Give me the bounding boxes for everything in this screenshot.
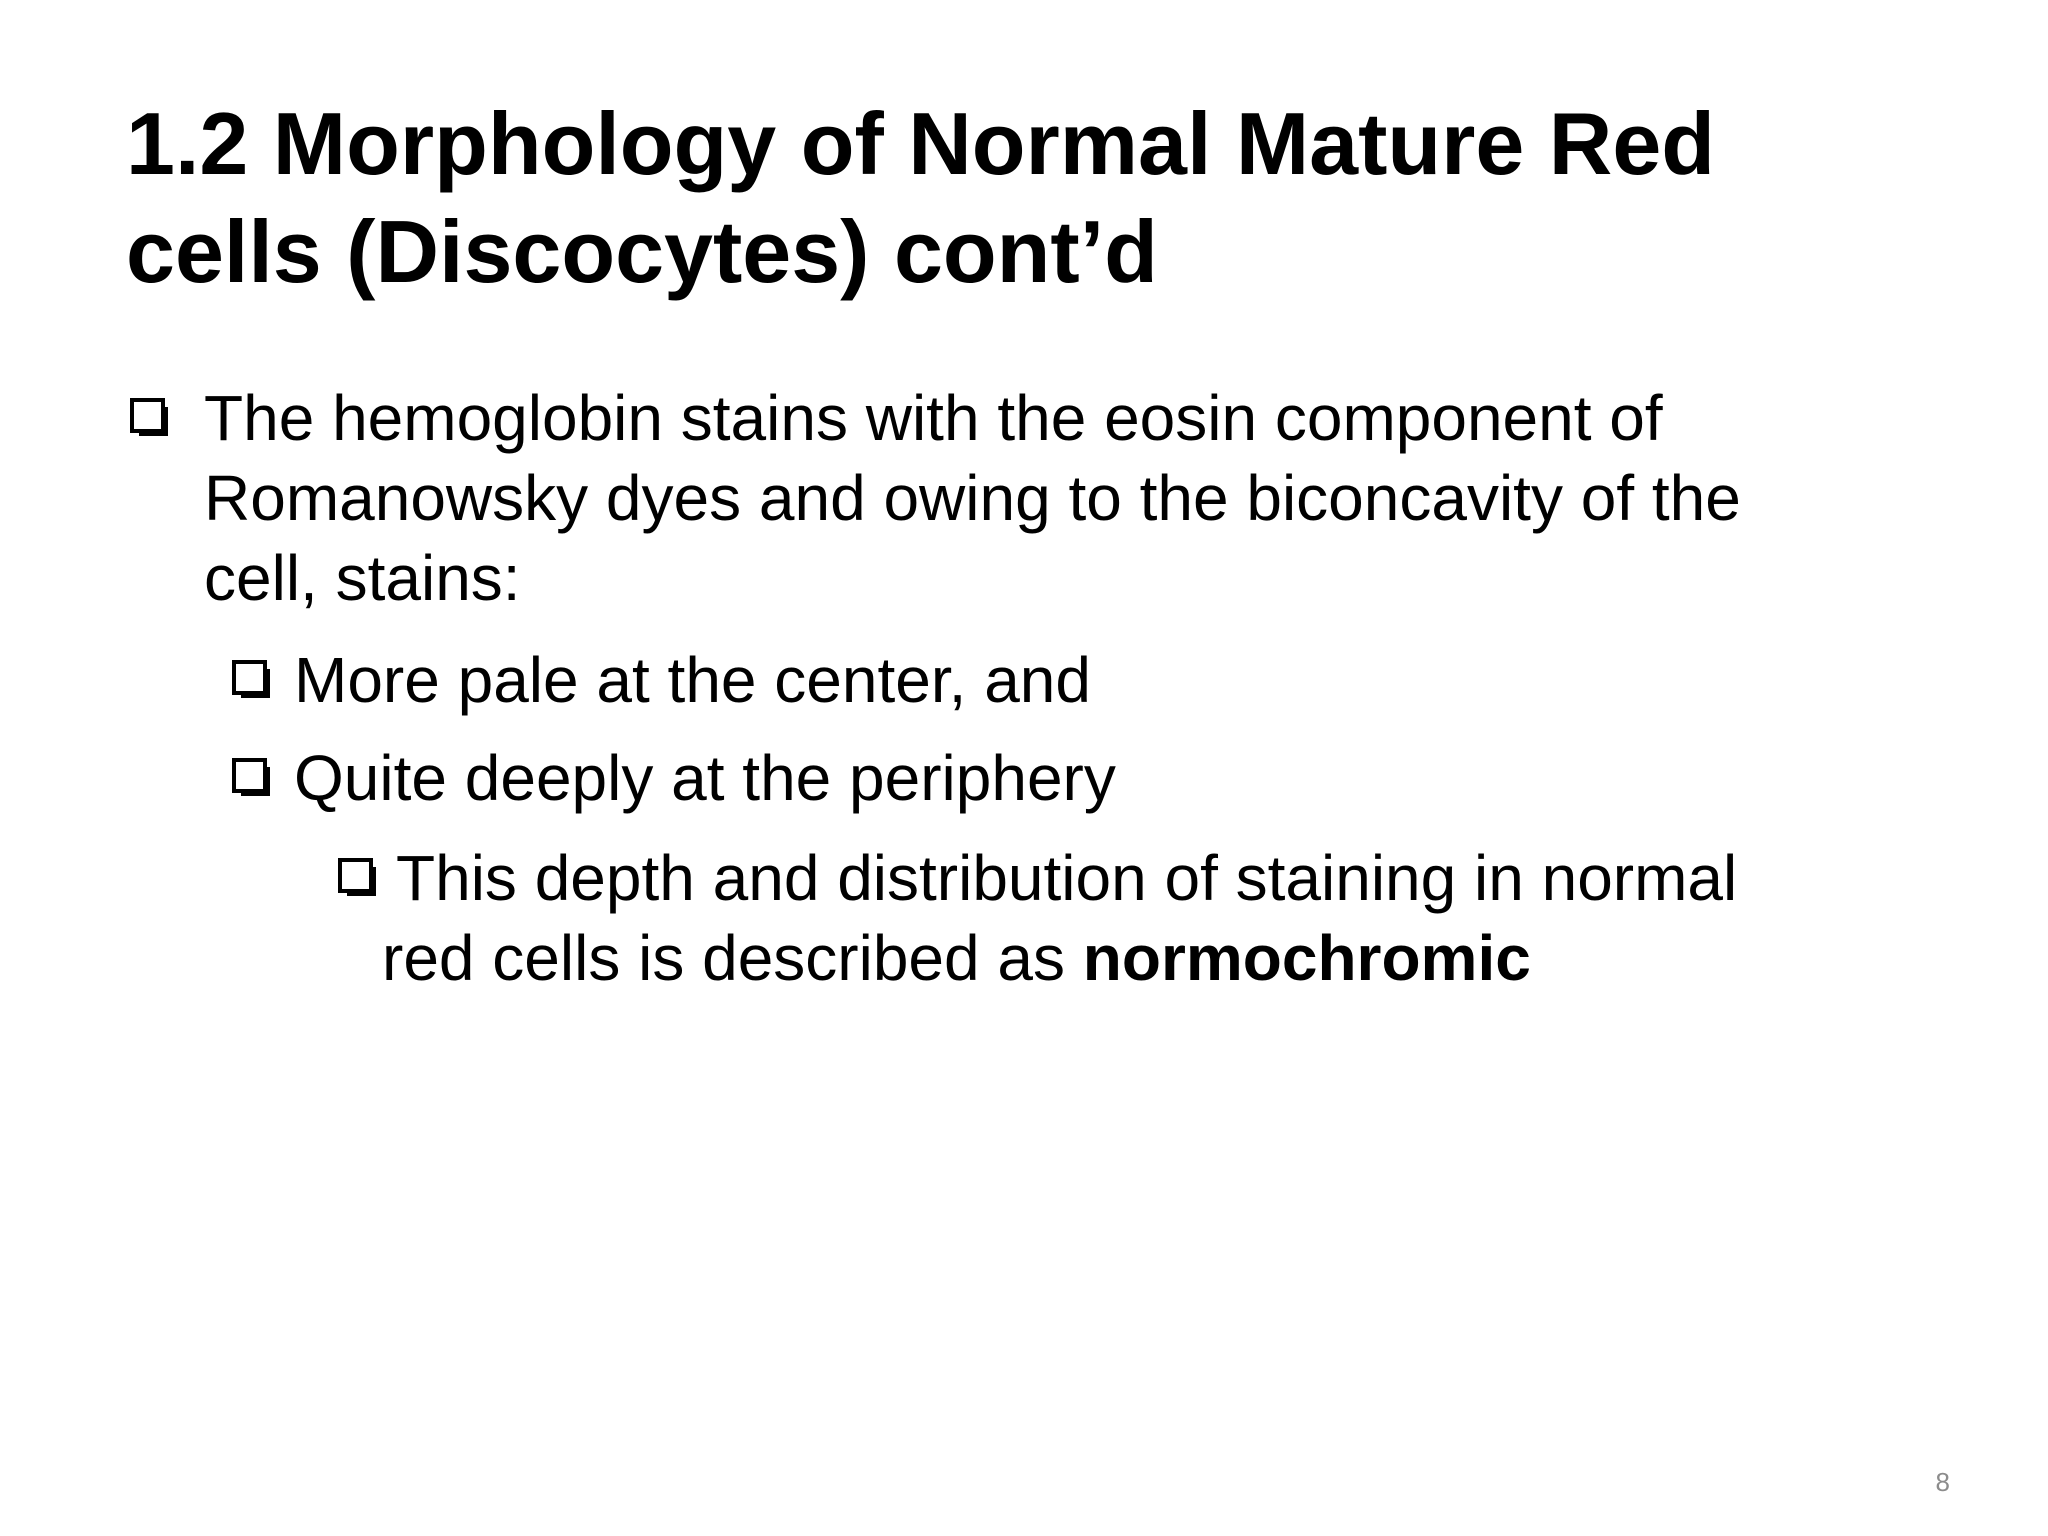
bullet-1-line-2: Romanowsky dyes and owing to the biconcavity of the: [204, 462, 1741, 534]
bullet-4-line-1: This depth and distribution of staining in normal: [396, 842, 1738, 914]
bullet-1-line-1: The hemoglobin stains with the eosin component of: [204, 382, 1663, 454]
bullet-text-2: More pale at the center, and: [294, 644, 1091, 716]
checkbox-square-icon: [232, 660, 272, 700]
page-number: 8: [1935, 1467, 1950, 1497]
bullet-4-emphasis: normochromic: [1082, 922, 1531, 994]
bullet-text-3: Quite deeply at the periphery: [294, 742, 1116, 814]
bullet-text-4: [382, 838, 1796, 998]
bullet-text-1: [204, 378, 2004, 618]
slide-title-line-2: cells (Discocytes) cont’d: [126, 202, 1158, 301]
checkbox-square-icon: [232, 758, 272, 798]
bullet-1-line-3: cell, stains:: [204, 542, 521, 614]
checkbox-square-icon: [338, 858, 378, 898]
slide-title: [126, 90, 1926, 306]
checkbox-square-icon: [130, 398, 170, 438]
slide-title-line-1: 1.2 Morphology of Normal Mature Red: [126, 94, 1716, 193]
bullet-4-line-2: [338, 918, 1796, 998]
bullet-4-line-2-plain: red cells is described as: [382, 922, 1083, 994]
